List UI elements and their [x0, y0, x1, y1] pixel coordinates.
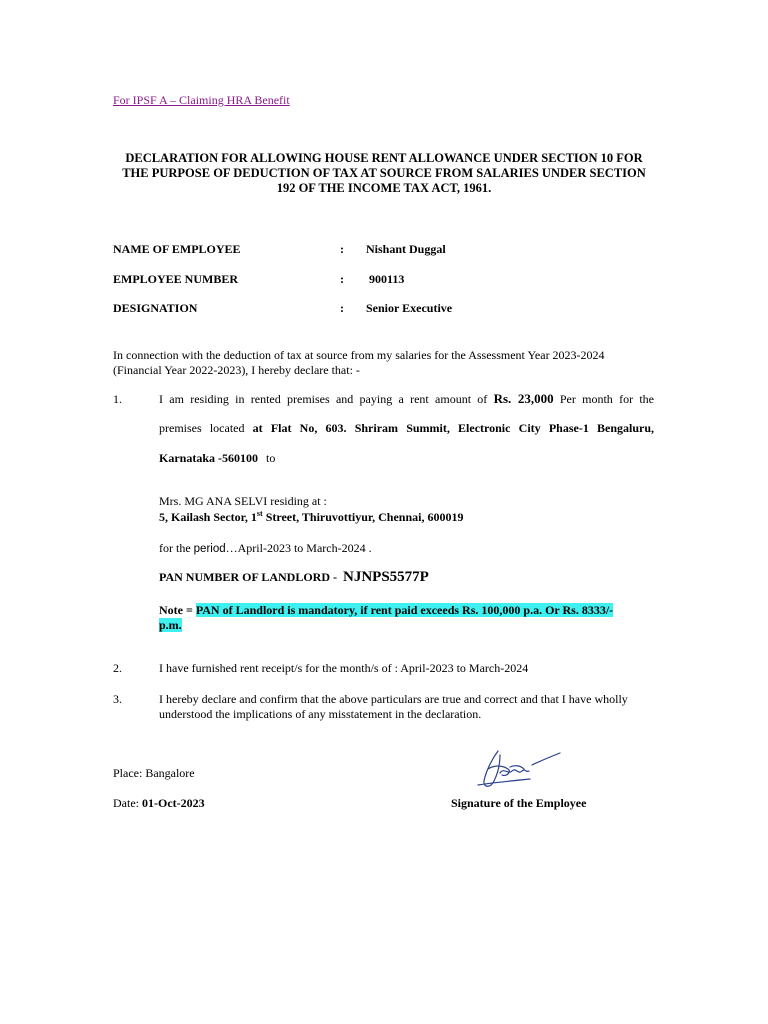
item-1-text-c: premises located: [159, 421, 245, 435]
premises-address-line-2: Karnataka -560100: [159, 451, 258, 465]
employee-name-label: NAME OF EMPLOYEE: [113, 242, 241, 256]
landlord-address: [159, 510, 463, 525]
note-text-1: PAN of Landlord is mandatory, if rent paid exceeds Rs. 100,000 p.a. Or Rs. 8333/-: [195, 603, 614, 617]
place: Place: Bangalore: [113, 766, 195, 780]
item-3-number: 3.: [113, 692, 122, 706]
rental-period: [159, 541, 372, 556]
title-line-1: DECLARATION FOR ALLOWING HOUSE RENT ALLOWANCE UNDER SECTION 10 FOR: [125, 151, 643, 165]
designation-label: DESIGNATION: [113, 301, 198, 315]
note-line-2: [159, 618, 182, 633]
separator: :: [340, 242, 344, 256]
item-1-number: 1.: [113, 392, 122, 406]
landlord-address-sup: st: [256, 509, 263, 518]
employee-name-value: Nishant Duggal: [366, 242, 446, 256]
designation-value: Senior Executive: [366, 301, 453, 315]
separator: :: [340, 272, 344, 286]
form-label: For IPSF A – Claiming HRA Benefit: [113, 93, 290, 107]
item-3-line-1: I hereby declare and confirm that the above particulars are true and correct and that I have wholly: [159, 692, 628, 706]
signature-label: Signature of the Employee: [451, 796, 587, 810]
item-1-line-1: [159, 391, 654, 407]
item-2-number: 2.: [113, 661, 122, 675]
note-label: Note =: [159, 603, 196, 617]
period-range: …April-2023 to March-2024 .: [225, 541, 372, 555]
declaration-title: [60, 151, 708, 196]
intro-line-2: (Financial Year 2022-2023), I hereby declare that: -: [113, 363, 360, 377]
landlord-address-a: 5, Kailash Sector, 1: [159, 510, 257, 524]
separator: :: [340, 301, 344, 315]
title-line-3: 192 OF THE INCOME TAX ACT, 1961.: [276, 181, 492, 195]
period-word: period: [193, 543, 226, 555]
premises-address-line-1: at Flat No, 603. Shriram Summit, Electronic City Phase-1 Bengaluru,: [252, 421, 655, 435]
note-line-1: [159, 603, 613, 618]
date: [113, 796, 205, 811]
signature-image: [470, 745, 585, 795]
landlord-pan: [159, 569, 429, 586]
to-word: to: [266, 451, 276, 465]
item-3-line-2: understood the implications of any misstatement in the declaration.: [159, 707, 482, 721]
item-1-line-2: [159, 421, 654, 436]
note-text-2: p.m.: [159, 618, 182, 632]
landlord-name-line: Mrs. MG ANA SELVI residing at :: [159, 494, 327, 508]
item-1-line-3: [159, 451, 275, 466]
item-2-text: I have furnished rent receipt/s for the month/s of : April-2023 to March-2024: [159, 661, 529, 675]
rent-amount: Rs. 23,000: [493, 391, 554, 406]
date-label: Date:: [113, 796, 142, 810]
date-value: 01-Oct-2023: [142, 796, 205, 810]
pan-label: PAN NUMBER OF LANDLORD -: [159, 570, 337, 584]
intro-line-1: In connection with the deduction of tax at source from my salaries for the Assessment Year 2023-2024: [113, 348, 605, 362]
employee-number-label: EMPLOYEE NUMBER: [113, 272, 239, 286]
item-1-text-b: Per month for the: [559, 392, 655, 406]
period-prefix: for the: [159, 541, 194, 555]
title-line-2: THE PURPOSE OF DEDUCTION OF TAX AT SOURCE FROM SALARIES UNDER SECTION: [122, 166, 646, 180]
item-1-text-a: I am residing in rented premises and paying a rent amount of: [159, 392, 488, 406]
pan-value: NJNPS5577P: [343, 569, 429, 585]
employee-number-value: 900113: [369, 272, 405, 286]
landlord-address-b: Street, Thiruvottiyur, Chennai, 600019: [262, 510, 464, 524]
